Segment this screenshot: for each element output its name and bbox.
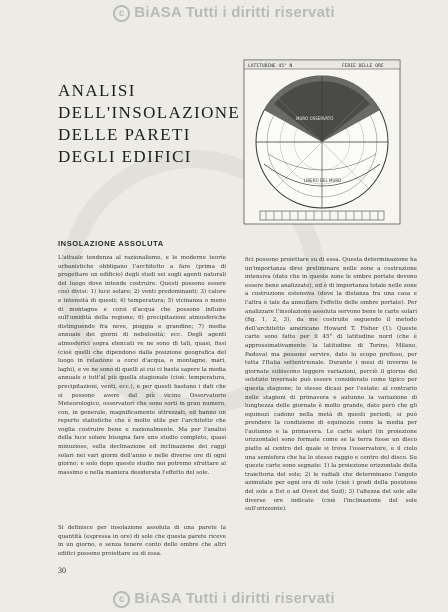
figure-bottom-label: LIBERO DEL MURO	[304, 178, 342, 183]
column-left-bottom	[58, 524, 226, 558]
paragraph: fici possono proiettare su di essa. Questa determinazione ha un'importanza direi preliminare nelle zone a costruzione intensiva (dato che in queste zone le ombre portate devono essere bene analizzate), ed è di importanza totale nelle zone a costruzione estensiva (dove la distanza fra una casa e l'altra è tale da annullare l'effetto delle ombre portate). Per analizzare l'insolazione assoluta servono bene le carte solari (fig. 1, 2, 3), da me costruite seguendo il metodo dell'architetto americano Howard T. Fisher (1). Queste carte sono fatte per il 45° di latitudine nord (che è approssimativamente la latitudine di Torino, Milano, Padova) ma possono servire, dato lo scopo prefisso, per tutta l'Italia settentrionale. Durante i mesi di inverno le giornate subiscono leggere variazioni, perciò il giorno del solstizio invernale può essere considerato come tipico per questa stagione; lo stesso dicasi per l'estate: al contrario nelle stagioni di primavera e autunno la variazione di lunghezza delle giornate è molto grande, dato però che gli equinozi cadono nella metà di questi periodi, si può prendere la condizione di equinozio come la media per l'autunno e la primavera. Le carte solari (in proiezione orizzontale) sono formate come se la terra fosse un disco piatto al centro del quale si trova l'osservatore, e il cielo una semisfera che ha lo stesso raggio e centro del disco. Su queste carte sono segnate: 1) la proiezione orizzontale della traiettoria del sole; 2) le radiali che determinano l'angolo azimutale per ogni ora di sole (cioè i gradi della posizione del sole a Est o ad Ovest del Sud); 3) l'altezza del sole alle diverse ore indicate (cioè l'inclinazione del sole sull'orizzonte).	[245, 257, 417, 513]
figure-sector-label: MURO OSSERVATO	[296, 116, 334, 121]
sun-chart-disc	[256, 75, 388, 208]
copyright-icon: c	[113, 591, 130, 608]
watermark-bottom	[0, 590, 448, 608]
section-heading: INSOLAZIONE ASSOLUTA	[58, 239, 164, 248]
title-line: DEGLI EDIFICI	[58, 147, 192, 166]
figure-header-left: LATITUDINE 45° N	[248, 64, 293, 69]
title-line: DELLE PARETI	[58, 125, 191, 144]
paragraph: L'attuale tendenza al razionalismo, e le moderne teorie urbanistiche obbligano l'architetto a fare (prima di progettare un edificio) degli studi sei sugli agenti naturali del luogo dove intende costruire. Questi possono essere così divisi: 1) luce solare; 2) venti predominanti; 3) calore e intensità di questi; 4) temperatura; 5) vicinanza o meno di montagne e corsi d'acqua che possono influire sull'umidità della regione; 6) precipitazioni atmosferiche distinguendo fra neve, pioggia e grandine; 7) media annuale dei giorni di nebulosità; ecc. Degli agenti atmosferici sopra elencati ve ne sono di tali, quasi, fissi (cioè quelli che dipendono dalla posizione geografica del luogo in relazione a corsi d'acqua, o montagne, mari, laghi), e ve ne sono di quelli ai cui ci basta sapere la media annuale o tutt'al più quella stagionale (cioè: temperatura, precipitazioni, venti, ecc.), e per questi bastano i dati che si possono avere dal più vicino Osservatorio Meteorologico, osservatori che sono sorti in gran numero, con, in generale, magnificamente attrezzati, ed hanno un reperto statistiche che è molto utile per l'architetto che voglia costruire bene e razionalmente. Ma per l'analisi della luce solare bisogna fare uno studio completo, quasi minuzioso, sulla declinazione ed inclinazione dei raggi solari nei vari giorni dell'anno e nelle diverse ore di ogni giorno; e solo dopo questo studio noi potremo sfruttare al massimo e nella maniera desiderata l'effetto del sole.	[58, 255, 226, 476]
title-line: DELL'INSOLAZIONE	[58, 103, 241, 122]
figure-header-right: FERIE DELLE ORE	[342, 64, 384, 69]
paragraph: Si definisce per insolazione assoluta di una parete la quantità (espressa in ore) di sole che questa parete riceve in un giorno, e senza tenere conto delle ombre che altri edifici possono proiettare su di essa.	[58, 525, 226, 557]
watermark-bottom-text: BiASA Tutti i diritti riservati	[134, 590, 335, 607]
watermark-top-text: BiASA Tutti i diritti riservati	[134, 4, 335, 21]
column-right	[245, 256, 417, 514]
sun-chart-figure	[238, 58, 406, 226]
title-line: ANALISI	[58, 81, 136, 100]
column-left-top	[58, 254, 226, 477]
copyright-icon: c	[113, 5, 130, 22]
watermark-top	[0, 4, 448, 22]
page-number: 30	[58, 566, 66, 575]
page-title	[58, 80, 248, 168]
